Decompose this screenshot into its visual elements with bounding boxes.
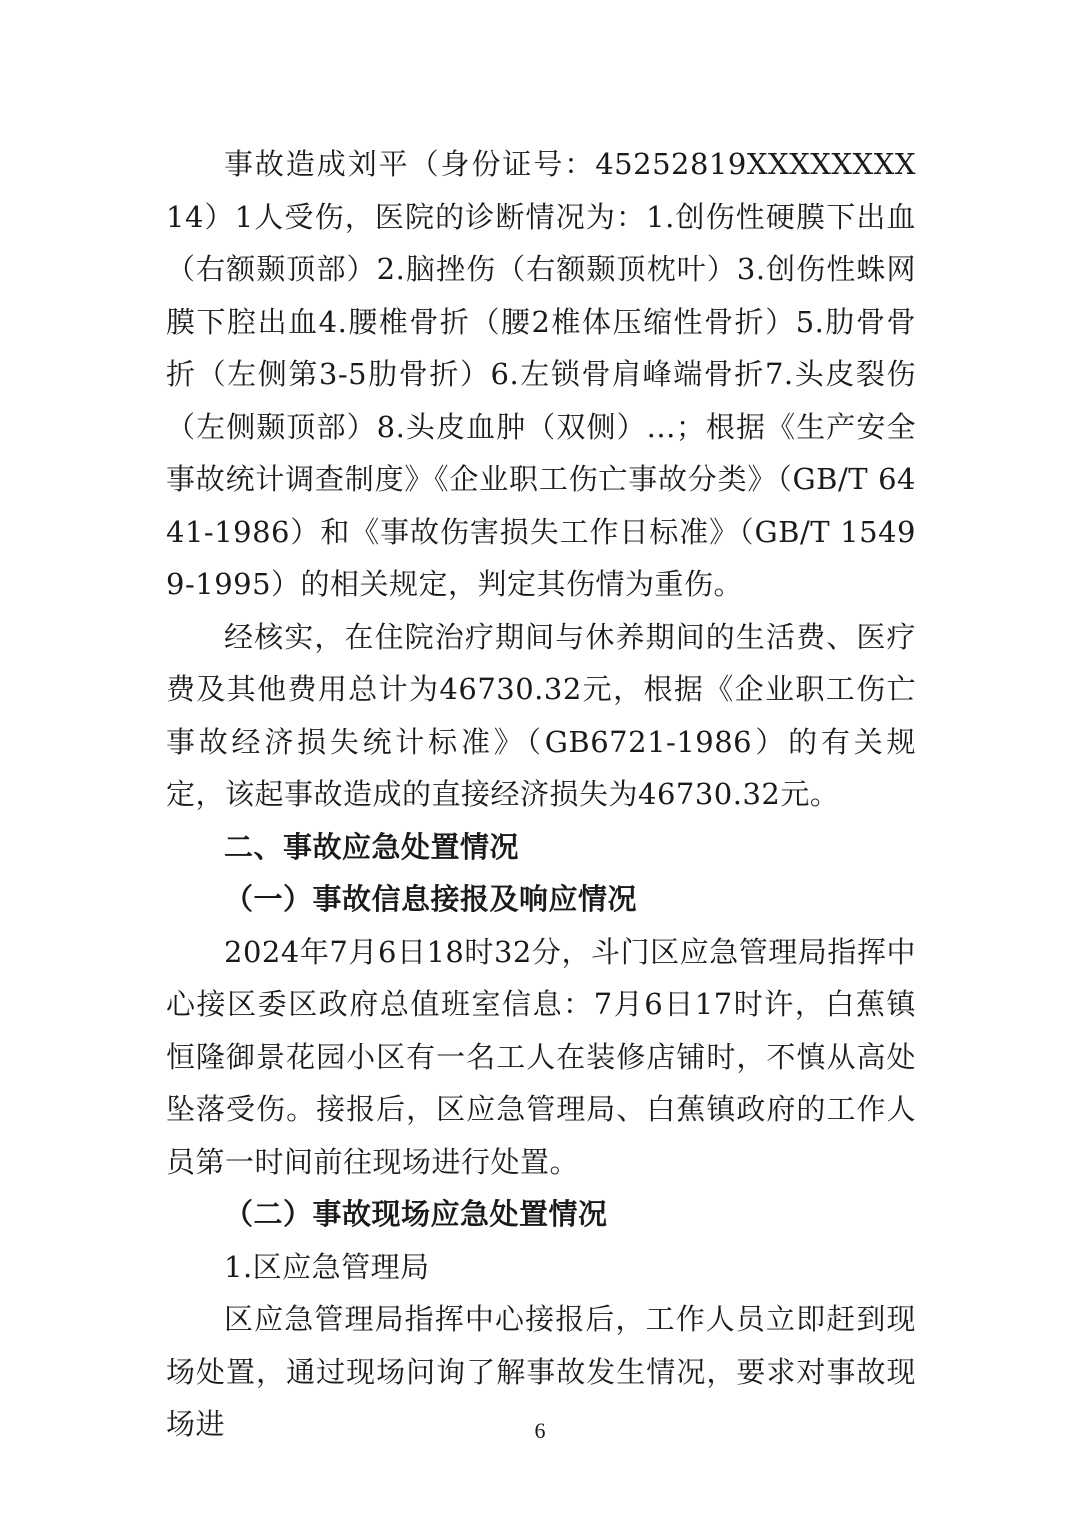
document-body xyxy=(166,138,916,1451)
subsection-heading-2: （二）事故现场应急处置情况 xyxy=(224,1197,608,1231)
item-heading-1: 1.区应急管理局 xyxy=(224,1249,430,1284)
section-heading: 二、事故应急处置情况 xyxy=(224,829,520,864)
paragraph-emergency-bureau: 区应急管理局指挥中心接报后，工作人员立即赶到现场处置，通过现场问询了解事故发生情况，要求对事故现场进 xyxy=(166,1302,916,1441)
paragraph-economic-loss: 经核实，在住院治疗期间与休养期间的生活费、医疗费及其他费用总计为46730.32元，根据《企业职工伤亡事故经济损失统计标准》（GB6721-1986）的有关规定，该起事故造成的直接经济损失为46730.32元。 xyxy=(166,619,916,811)
page-number: 6 xyxy=(534,1418,546,1443)
paragraph-injury-details: 事故造成刘平（身份证号：45252819XXXXXXXX14）1人受伤，医院的诊断情况为：1.创伤性硬膜下出血（右额颞顶部）2.脑挫伤（右额颞顶枕叶）3.创伤性蛛网膜下腔出血4.腰椎骨折（腰2椎体压缩性骨折）5.肋骨骨折（左侧第3-5肋骨折）6.左锁骨肩峰端骨折7.头皮裂伤（左侧颞顶部）8.头皮血肿（双侧）...；根据《生产安全事故统计调查制度》《企业职工伤亡事故分类》（GB/T 6441-1986）和《事故伤害损失工作日标准》（GB/T 15499-1995）的相关规定，判定其伤情为重伤。 xyxy=(166,147,916,601)
paragraph-incident-report: 2024年7月6日18时32分，斗门区应急管理局指挥中心接区委区政府总值班室信息：7月6日17时许，白蕉镇恒隆御景花园小区有一名工人在装修店铺时，不慎从高处坠落受伤。接报后，区应急管理局、白蕉镇政府的工作人员第一时间前往现场进行处置。 xyxy=(166,934,916,1179)
subsection-heading-1: （一）事故信息接报及响应情况 xyxy=(224,882,638,916)
